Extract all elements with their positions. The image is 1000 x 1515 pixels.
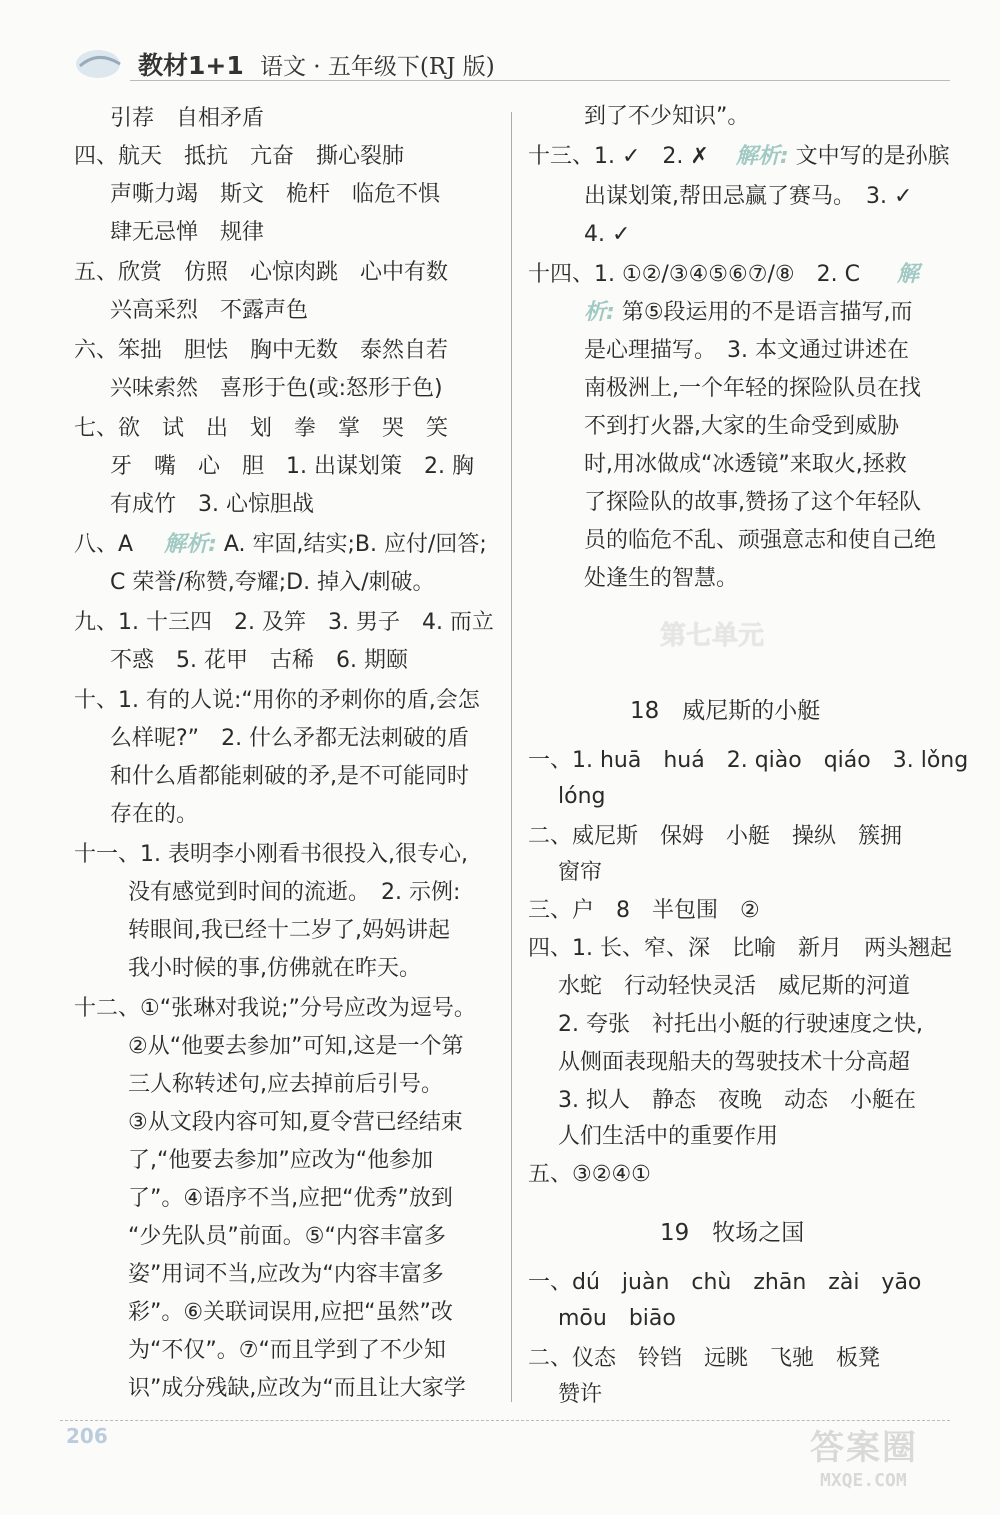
answer-line: 从侧面表现船夫的驾驶技术十分高超 bbox=[558, 1050, 911, 1075]
answer-text: 十三、1. ✓ 2. ✗ bbox=[528, 144, 709, 169]
book-logo-icon bbox=[70, 40, 130, 84]
answer-line: 二、仪态 铃铛 远眺 飞驰 板凳 bbox=[528, 1346, 881, 1371]
answer-line: lóng bbox=[558, 784, 606, 809]
answer-line: 引荐 自相矛盾 bbox=[110, 106, 265, 131]
answer-line: 出谋划策,帮田忌赢了赛马。 3. ✓ bbox=[584, 184, 913, 209]
answer-line: 么样呢?” 2. 什么矛都无法刺破的盾 bbox=[110, 726, 470, 751]
answer-line: 赞许 bbox=[558, 1382, 603, 1407]
answer-line: 彩”。⑥关联词误用,应把“虽然”改 bbox=[128, 1300, 453, 1325]
answer-line: ③从文段内容可知,夏令营已经结束 bbox=[128, 1110, 463, 1135]
answer-line: 三、户 8 半包围 ② bbox=[528, 898, 760, 923]
book-subtitle: 语文 · 五年级下(RJ 版) bbox=[260, 54, 495, 80]
answer-line: 七、欲 试 出 划 拳 掌 哭 笑 bbox=[74, 416, 449, 441]
column-divider bbox=[511, 112, 512, 1402]
watermark-url: MXQE.COM bbox=[820, 1470, 907, 1491]
answer-text: 十四、1. ①②/③④⑤⑥⑦/⑧ 2. C bbox=[528, 262, 860, 287]
answer-line: 牙 嘴 心 胆 1. 出谋划策 2. 胸 bbox=[110, 454, 474, 479]
answer-line: 十二、①“张琳对我说;”分号应改为逗号。 bbox=[74, 996, 476, 1021]
page-number: 206 bbox=[66, 1424, 108, 1448]
answer-line: 声嘶力竭 斯文 桅杆 临危不惧 bbox=[110, 182, 441, 207]
answer-line: “少先队员”前面。⑤“内容丰富多 bbox=[128, 1224, 446, 1249]
analysis-text: 文中写的是孙膑 bbox=[795, 144, 950, 169]
answer-line: 兴高采烈 不露声色 bbox=[110, 298, 309, 323]
answer-line: 三人称转述句,应去掉前后引号。 bbox=[128, 1072, 443, 1097]
answer-line: 时,用冰做成“冰透镜”来取火,拯救 bbox=[584, 452, 907, 477]
lesson-title-18: 18 威尼斯的小艇 bbox=[630, 698, 821, 724]
answer-text: 八、A bbox=[74, 532, 134, 557]
answer-line: 3. 拟人 静态 夜晚 动态 小艇在 bbox=[558, 1088, 916, 1113]
answer-line bbox=[528, 142, 950, 172]
answer-line: 窗帘 bbox=[558, 860, 603, 885]
answer-line: 二、威尼斯 保姆 小艇 操纵 簇拥 bbox=[528, 824, 903, 849]
answer-line: 四、1. 长、窄、深 比喻 新月 两头翘起 bbox=[528, 936, 952, 961]
answer-line: 和什么盾都能刺破的矛,是不可能同时 bbox=[110, 764, 469, 789]
answer-line: 为“不仅”。⑦“而且学到了不少知 bbox=[128, 1338, 446, 1363]
brand-title: 教材1+1 bbox=[138, 51, 244, 80]
answer-line: 识”成分残缺,应改为“而且让大家学 bbox=[128, 1376, 466, 1401]
answer-line: 不惑 5. 花甲 古稀 6. 期颐 bbox=[110, 648, 408, 673]
analysis-label: 解析: bbox=[735, 144, 789, 169]
answer-line: mōu biāo bbox=[558, 1306, 676, 1331]
answer-line: ②从“他要去参加”可知,这是一个第 bbox=[128, 1034, 464, 1059]
answer-line: 到了不少知识”。 bbox=[584, 104, 750, 129]
answer-line: 了探险队的故事,赞扬了这个年轻队 bbox=[584, 490, 921, 515]
answer-line: 一、dú juàn chù zhān zài yāo bbox=[528, 1270, 922, 1295]
watermark-title: 答案圈 bbox=[810, 1428, 918, 1468]
answer-line: 九、1. 十三四 2. 及笄 3. 男子 4. 而立 bbox=[74, 610, 494, 635]
answer-line: 四、航天 抵抗 亢奋 撕心裂肺 bbox=[74, 144, 405, 169]
answer-line: 兴味索然 喜形于色(或:怒形于色) bbox=[110, 376, 443, 401]
answer-line: 一、1. huā huá 2. qiào qiáo 3. lǒng bbox=[528, 748, 969, 773]
answer-line: 肆无忌惮 规律 bbox=[110, 220, 265, 245]
analysis-label: 解 bbox=[896, 262, 919, 287]
analysis-text: 第⑤段运用的不是语言描写,而 bbox=[621, 300, 913, 325]
answer-line: 4. ✓ bbox=[584, 222, 631, 247]
analysis-text: A. 牢固,结实;B. 应付/回答; bbox=[223, 532, 487, 557]
answer-line bbox=[528, 260, 919, 290]
answer-line: 员的临危不乱、顽强意志和使自己绝 bbox=[584, 528, 937, 553]
site-watermark bbox=[810, 1420, 990, 1500]
answer-line: 2. 夸张 衬托出小艇的行驶速度之快, bbox=[558, 1012, 923, 1037]
answer-line: 五、欣赏 仿照 心惊肉跳 心中有数 bbox=[74, 260, 449, 285]
answer-line: 没有感觉到时间的流逝。 2. 示例: bbox=[128, 880, 461, 905]
answer-line: 十、1. 有的人说:“用你的矛刺你的盾,会怎 bbox=[74, 688, 480, 713]
answer-line: 南极洲上,一个年轻的探险队员在找 bbox=[584, 376, 921, 401]
header-rule bbox=[130, 80, 950, 81]
analysis-label: 解析: bbox=[164, 532, 217, 557]
answer-line bbox=[74, 530, 487, 560]
answer-line bbox=[584, 298, 913, 328]
answer-line: 姿”用词不当,应改为“内容丰富多 bbox=[128, 1262, 444, 1287]
answer-line: 五、③②④① bbox=[528, 1162, 651, 1187]
answer-line: 六、笨拙 胆怯 胸中无数 泰然自若 bbox=[74, 338, 449, 363]
answer-line: 处逢生的智慧。 bbox=[584, 566, 739, 591]
answer-line: 十一、1. 表明李小刚看书很投入,很专心, bbox=[74, 842, 468, 867]
answer-line: 了,“他要去参加”应改为“他参加 bbox=[128, 1148, 434, 1173]
lesson-title-19: 19 牧场之国 bbox=[660, 1220, 805, 1246]
answer-line: 存在的。 bbox=[110, 802, 199, 827]
answer-line: 是心理描写。 3. 本文通过讲述在 bbox=[584, 338, 909, 363]
answer-line: 有成竹 3. 心惊胆战 bbox=[110, 492, 314, 517]
unit-title: 第七单元 bbox=[660, 621, 765, 651]
answer-line: 人们生活中的重要作用 bbox=[558, 1124, 779, 1149]
answer-line: 了”。④语序不当,应把“优秀”放到 bbox=[128, 1186, 453, 1211]
answer-line: 不到打火器,大家的生命受到威胁 bbox=[584, 414, 899, 439]
answer-line: C 荣誉/称赞,夸耀;D. 掉入/刺破。 bbox=[110, 570, 435, 595]
answer-line: 我小时候的事,仿佛就在昨天。 bbox=[128, 956, 421, 981]
answer-line: 水蛇 行动轻快灵活 威尼斯的河道 bbox=[558, 974, 911, 999]
analysis-label: 析: bbox=[584, 300, 615, 325]
page-header bbox=[70, 40, 950, 90]
answer-line: 转眼间,我已经十二岁了,妈妈讲起 bbox=[128, 918, 450, 943]
